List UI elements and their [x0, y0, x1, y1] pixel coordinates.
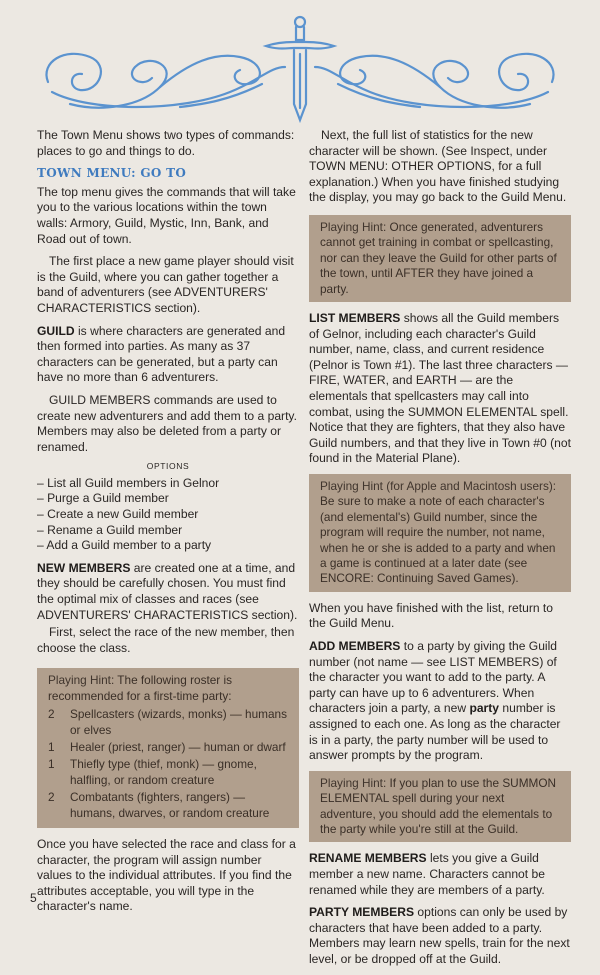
- party-members-paragraph: [309, 905, 571, 967]
- first-place-paragraph: The first place a new game player should visit is the Guild, where you can gather together a band of adventurers (see ADVENTURERS' CHARACTERISTICS section).: [37, 254, 294, 315]
- roster-text: Spellcasters (wizards, monks) — humans or elves: [70, 707, 287, 737]
- hint-text: If you plan to use the SUMMON ELEMENTAL spell during your next adventure, you should add the elementals to the party while you're still at the Guild.: [320, 775, 557, 836]
- hint-box-summon: [309, 771, 571, 843]
- roster-item: [48, 757, 289, 788]
- intro-paragraph: The Town Menu shows two types of commands: places to go and things to do.: [37, 128, 295, 158]
- roster-count: 1: [48, 740, 55, 755]
- right-column: [309, 128, 571, 975]
- decorative-sword-banner: [30, 12, 570, 127]
- hint-text: Be sure to make a note of each character's (and elemental's) Guild number, since the program will require the number, not name, when he or she is added to a party and when a game is continued at a later date (see ENCORE: Continuing Saved Games).: [320, 494, 556, 586]
- hint-box-roster: [37, 668, 299, 828]
- hint-text: Once generated, adventurers cannot get training in combat or spellcasting, nor can they leave the Guild for other parts of the town, until AFTER they have joined a party.: [320, 219, 557, 296]
- option-item: – Rename a Guild member: [37, 522, 183, 537]
- roster-list: [48, 707, 289, 821]
- roster-count: 2: [48, 790, 55, 805]
- rename-paragraph: [309, 851, 571, 898]
- list-members-keyword: LIST MEMBERS: [309, 311, 401, 325]
- add-members-text-2: number is assigned to each one. As long as the character is in a party, the party number will be used to answer prompts by the program.: [309, 701, 561, 763]
- hint-label: Playing Hint:: [48, 673, 115, 688]
- page-number: 5: [30, 891, 37, 905]
- guild-text: is where characters are generated and then formed into parties. As many as 37 characters can be generated, but a party can have no more than 6 adventurers.: [37, 323, 286, 385]
- roster-count: 1: [48, 757, 55, 772]
- first-select-paragraph: First, select the race of the new member, then choose the class.: [37, 625, 295, 655]
- add-members-keyword: ADD MEMBERS: [309, 638, 401, 653]
- party-members-text: options can only be used by characters that have been added to a party. Members may learn new spells, train for the next level, or be dropped off at the Guild.: [309, 905, 570, 966]
- add-members-text: to a party by giving the Guild number (not name — see LIST MEMBERS) of the character you want to add to the party. A party can have up to 6 adventurers. When characters join a party, a new: [309, 638, 558, 716]
- options-title: OPTIONS: [146, 461, 190, 472]
- guild-paragraph: [37, 324, 299, 386]
- option-item: – Purge a Guild member: [37, 491, 169, 506]
- left-column: [37, 128, 299, 922]
- new-members-text: are created one at a time, and they should be carefully chosen. You must find the optimal mix of classes and races (see ADVENTURERS' CHARACTERISTICS section).: [37, 560, 298, 622]
- rename-text: lets you give a Guild member a new name. Characters cannot be renamed while they are members of a party.: [309, 851, 545, 897]
- roster-text: Healer (priest, ranger) — human or dwarf: [70, 740, 286, 755]
- option-item: – List all Guild members in Gelnor: [37, 475, 220, 490]
- party-keyword: party: [469, 701, 500, 716]
- hint-box-generated: [309, 215, 571, 302]
- add-members-paragraph: [309, 639, 571, 764]
- finished-list-paragraph: When you have finished with the list, return to the Guild Menu.: [309, 600, 554, 631]
- top-menu-paragraph: The top menu gives the commands that will take you to the various locations within the town walls: Armory, Guild, Mystic, Inn, Bank, and Road out of town.: [37, 184, 296, 246]
- hint-label: Playing Hint (for Apple and Macintosh users):: [320, 478, 557, 493]
- new-members-paragraph: [37, 561, 299, 623]
- roster-item: [48, 790, 289, 821]
- rename-members-keyword: RENAME MEMBERS: [309, 851, 427, 866]
- next-paragraph: Next, the full list of statistics for the new character will be shown. (See Inspect, under TOWN MENU: OTHER OPTIONS, for a full explanation.) When you have finished studying the display, you may go back to the Guild Menu.: [309, 128, 567, 205]
- option-item: – Create a new Guild member: [37, 507, 199, 522]
- hint-box-apple: [309, 474, 571, 592]
- hint-label: Playing Hint:: [320, 775, 387, 790]
- roster-count: 2: [48, 707, 55, 722]
- party-members-keyword: PARTY MEMBERS: [309, 905, 415, 920]
- section-heading: TOWN MENU: GO TO: [37, 166, 187, 181]
- options-list: [37, 476, 299, 554]
- once-selected-paragraph: Once you have selected the race and class for a character, the program will assign number values to the individual attributes. If you find the attributes acceptable, you will type in the character's name.: [37, 837, 296, 914]
- hint-text: The following roster is recommended for a first-time party:: [48, 673, 233, 703]
- list-members-paragraph: [309, 311, 571, 467]
- roster-text: Thiefly type (thief, monk) — gnome, halfling, or random creature: [70, 757, 257, 787]
- guild-keyword: GUILD: [37, 323, 75, 338]
- new-members-keyword: NEW MEMBERS: [37, 560, 131, 575]
- roster-item: [48, 740, 289, 755]
- guild-members-paragraph: GUILD MEMBERS commands are used to create new adventurers and add them to a party. Members may also be deleted from a party or renamed.: [37, 392, 297, 454]
- roster-text: Combatants (fighters, rangers) — humans, dwarves, or random creature: [70, 790, 270, 820]
- roster-item: [48, 707, 289, 738]
- hint-label: Playing Hint:: [320, 219, 387, 234]
- option-item: – Add a Guild member to a party: [37, 538, 212, 553]
- list-members-text: shows all the Guild members of Gelnor, including each character's Guild number, name, class, and current residence (Pelnor is Town #1). The last three characters — FIRE, WATER, and EARTH — are the elementals that spellcasters may call into combat, using the SUMMON ELEMENTAL spell. Notice that they are fighters, that they also have Guild numbers, and that they live in Town #0 (not found in the Material Plane).: [309, 311, 571, 466]
